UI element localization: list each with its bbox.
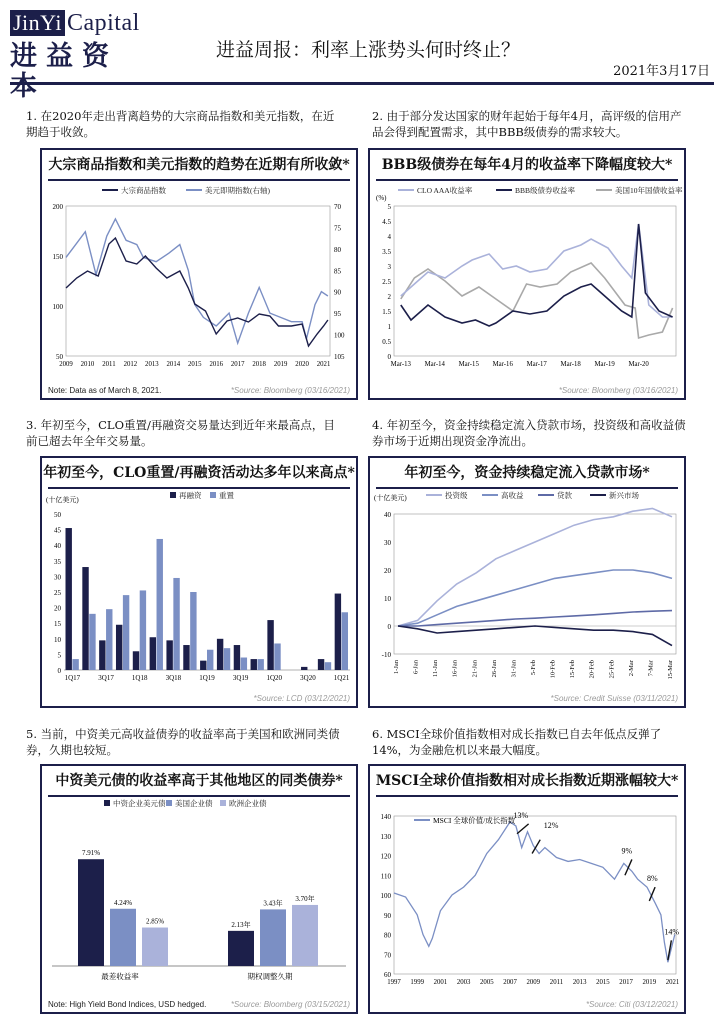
x-tick-label: 2010 xyxy=(80,361,95,368)
chart-clo-volume xyxy=(42,458,356,706)
y-tick-label: 4 xyxy=(387,233,391,241)
x-tick-label: 2017 xyxy=(619,979,633,986)
legend-swatch xyxy=(210,492,216,498)
panel-commodity-dollar xyxy=(40,148,358,400)
logo-english xyxy=(10,10,140,36)
bar-reset xyxy=(106,609,112,670)
annotation-label: 8% xyxy=(646,874,658,884)
y2-tick-label: 100 xyxy=(334,331,345,340)
x-tick-label: 1-Jan xyxy=(393,660,400,675)
y-axis-label: (%) xyxy=(376,194,387,202)
panel-fund-flows xyxy=(368,456,686,708)
x-tick-label: 2015 xyxy=(187,361,202,368)
y-tick-label: 0 xyxy=(387,623,391,631)
bar-refi xyxy=(267,620,273,670)
plot-frame xyxy=(394,816,676,974)
y-tick-label: 100 xyxy=(52,303,63,311)
y-tick-label: 20 xyxy=(54,604,61,613)
y-tick-label: 80 xyxy=(384,931,391,940)
y-tick-label: 200 xyxy=(52,203,63,211)
y-tick-label: 30 xyxy=(54,573,61,582)
report-date: 2021年3月17日 xyxy=(613,64,710,79)
y-tick-label: 30 xyxy=(384,539,391,547)
x-tick-label: 2011 xyxy=(102,361,116,368)
bar-0-1 xyxy=(110,909,136,966)
series-line-0 xyxy=(398,508,672,626)
y-tick-label: 5 xyxy=(57,651,61,660)
legend-label: BBB级债券收益率 xyxy=(515,186,576,195)
x-tick-label: 2015 xyxy=(596,979,610,986)
logo-chinese: 进益资本 xyxy=(10,41,118,102)
report-title: 进益周报：利率上涨势头何时终止？ xyxy=(216,39,521,61)
x-tick-label: Mar-15 xyxy=(458,361,479,368)
chart-fund-flows xyxy=(370,458,684,706)
y-tick-label: 5 xyxy=(387,203,391,211)
bar-refi xyxy=(200,661,206,670)
y-tick-label: 0.5 xyxy=(382,338,391,346)
x-tick-label: 1Q17 xyxy=(64,674,81,682)
y-tick-label: 40 xyxy=(54,542,61,551)
x-tick-label: 2018 xyxy=(252,361,266,368)
x-tick-label: 15-Feb xyxy=(569,660,577,679)
y-tick-label: 1.5 xyxy=(382,308,391,316)
bar-1-0 xyxy=(228,931,254,966)
y-tick-label: 120 xyxy=(380,852,391,861)
x-tick-label: 1Q18 xyxy=(131,674,148,682)
bar-reset xyxy=(190,592,196,670)
x-tick-label: 期权调整久期 xyxy=(247,972,293,981)
bar-refi xyxy=(335,594,341,670)
x-tick-label: Mar-17 xyxy=(526,361,547,368)
y-tick-label: 0 xyxy=(387,353,391,361)
y-tick-label: 1 xyxy=(387,323,391,331)
x-tick-label: 2013 xyxy=(572,979,587,986)
panel-china-usd-bonds xyxy=(40,764,358,1014)
annotation-label: 13% xyxy=(513,810,529,820)
legend-label: 高收益 xyxy=(501,491,524,500)
x-tick-label: 3Q18 xyxy=(165,674,182,682)
x-tick-label: 2021 xyxy=(665,979,680,986)
y-tick-label: 4.5 xyxy=(382,218,391,226)
y-tick-label: 25 xyxy=(54,589,61,597)
x-tick-label: 1Q19 xyxy=(199,674,215,682)
bar-refi xyxy=(217,639,223,670)
caption-1: 1. 在2020年走出背离趋势的大宗商品指数和美元指数，在近期趋于收敛。 xyxy=(26,109,335,139)
x-tick-label: 21-Jan xyxy=(471,660,479,678)
bar-refi xyxy=(318,659,324,670)
bar-reset xyxy=(72,659,78,670)
panel-bbb-yield xyxy=(368,148,686,400)
legend-label: 欧洲企业债 xyxy=(229,799,267,808)
bar-reset xyxy=(140,590,146,670)
data-label: 7.91% xyxy=(81,849,101,858)
legend-label: CLO AAA收益率 xyxy=(417,186,473,195)
data-label: 3.43年 xyxy=(263,899,283,908)
chart-note: Note: Data as of March 8, 2021. xyxy=(48,386,162,395)
y2-tick-label: 70 xyxy=(334,203,341,211)
y-tick-label: 90 xyxy=(384,911,391,920)
y-tick-label: 70 xyxy=(384,951,391,960)
x-tick-label: 2011 xyxy=(549,979,564,986)
caption-6: 6. MSCI全球价值指数相对成长指数已自去年低点反弹了14%，为金融危机以来最大幅度。 xyxy=(372,727,662,757)
bar-refi xyxy=(116,625,122,670)
chart-msci-value-growth xyxy=(370,766,684,1012)
annotation-label: 12% xyxy=(543,820,559,830)
data-label: 2.85% xyxy=(145,917,165,926)
annotation-arrow xyxy=(625,859,632,875)
series-line-value-growth xyxy=(394,822,675,962)
x-tick-label: 2020 xyxy=(295,361,309,368)
y-tick-label: 2.5 xyxy=(382,278,391,286)
y-tick-label: 3 xyxy=(387,263,391,271)
x-tick-label: 16-Jan xyxy=(451,660,459,678)
y-tick-label: 0 xyxy=(57,667,61,675)
y-tick-label: 40 xyxy=(384,511,391,519)
series-line-0 xyxy=(401,224,673,317)
chart-source: *Source: Credit Suisse (03/11/2021) xyxy=(550,694,678,703)
bar-refi xyxy=(251,659,257,670)
y-tick-label: 60 xyxy=(384,971,391,979)
x-tick-label: 2003 xyxy=(456,979,471,986)
legend-label: 大宗商品指数 xyxy=(121,186,166,195)
bar-reset xyxy=(257,659,263,670)
y-axis-label: (十亿美元) xyxy=(46,496,79,504)
bar-reset xyxy=(89,614,95,670)
panel-title: MSCI全球价值指数相对成长指数近期涨幅较大* xyxy=(375,773,679,789)
x-tick-label: 2005 xyxy=(480,979,494,986)
x-tick-label: Mar-16 xyxy=(492,361,513,368)
bar-refi xyxy=(234,645,240,670)
bar-reset xyxy=(123,595,129,670)
chart-source: *Source: LCD (03/12/2021) xyxy=(253,694,350,703)
x-tick-label: 25-Feb xyxy=(608,660,616,679)
x-tick-label: 最差收益率 xyxy=(101,972,139,981)
panel-clo-volume xyxy=(40,456,358,708)
bar-reset xyxy=(342,612,348,670)
bar-refi xyxy=(166,640,172,670)
x-tick-label: 2007 xyxy=(503,979,517,986)
bar-reset xyxy=(274,643,280,670)
legend-label: 美元即期指数(右轴) xyxy=(205,186,270,195)
data-label: 4.24% xyxy=(113,898,133,907)
x-tick-label: 6-Jan xyxy=(412,660,420,675)
bar-1-1 xyxy=(260,909,286,966)
caption-5: 5. 当前，中资美元高收益债券的收益率高于美国和欧洲同类债券，久期也较短。 xyxy=(26,727,340,757)
data-label: 2.13年 xyxy=(231,920,251,929)
x-tick-label: 2019 xyxy=(642,979,657,986)
bar-reset xyxy=(173,578,179,670)
chart-bbb-yield xyxy=(370,150,684,398)
company-logo xyxy=(10,10,152,102)
bar-refi xyxy=(133,651,139,670)
legend-label: 新兴市场 xyxy=(609,491,639,500)
y-tick-label: 50 xyxy=(56,353,63,361)
x-tick-label: 3Q17 xyxy=(98,674,114,682)
legend-label: 中资企业美元债 xyxy=(113,799,166,808)
bar-reset xyxy=(224,648,230,670)
y2-tick-label: 90 xyxy=(334,288,341,297)
chart-source: *Source: Bloomberg (03/16/2021) xyxy=(558,386,678,395)
legend-label: MSCI 全球价值/成长指数 xyxy=(433,816,516,825)
x-tick-label: 2014 xyxy=(166,361,181,368)
legend-label: 美国10年国债收益率 xyxy=(615,186,683,195)
x-tick-label: Mar-13 xyxy=(390,361,411,368)
x-tick-label: 2009 xyxy=(526,979,541,986)
x-tick-label: 2001 xyxy=(433,979,448,986)
y-tick-label: 10 xyxy=(384,595,391,603)
bar-refi xyxy=(82,567,88,670)
chart-source: *Source: Bloomberg (03/16/2021) xyxy=(230,386,350,395)
x-tick-label: 2021 xyxy=(316,361,331,368)
chart-commodity-dollar xyxy=(42,150,356,398)
chart-source: *Source: Bloomberg (03/15/2021) xyxy=(230,1000,350,1009)
x-tick-label: 1Q21 xyxy=(333,674,350,682)
chart-china-usd-bonds xyxy=(42,766,356,1012)
y-tick-label: 130 xyxy=(380,832,391,841)
bar-refi xyxy=(301,667,307,670)
legend-label: 美国企业债 xyxy=(175,799,213,808)
bar-0-2 xyxy=(142,928,168,966)
annotation-label: 9% xyxy=(621,846,633,856)
series-line-3 xyxy=(398,626,672,646)
series-line-dollar xyxy=(66,219,328,343)
caption-2: 2. 由于部分发达国家的财年起始于每年4月，高评级的信用产品会得到配置需求，其中BBB级债券的需求较大。 xyxy=(372,109,682,139)
y-tick-label: 140 xyxy=(380,813,391,821)
data-label: 3.70年 xyxy=(295,894,315,903)
bar-reset xyxy=(241,658,247,670)
x-tick-label: 5-Feb xyxy=(530,660,537,676)
x-tick-label: 7-Mar xyxy=(647,660,655,677)
logo-en-dark: JinYi xyxy=(10,10,65,36)
legend-swatch xyxy=(104,800,110,806)
y-tick-label: 15 xyxy=(54,620,61,629)
x-tick-label: 2017 xyxy=(230,361,245,368)
x-tick-label: 2-Mar xyxy=(627,660,635,677)
y-tick-label: 50 xyxy=(54,511,61,519)
header-divider xyxy=(10,82,714,85)
x-tick-label: 11-Jan xyxy=(432,660,440,678)
x-tick-label: 1Q20 xyxy=(266,674,283,682)
caption-3: 3. 年初至今，CLO重置/再融资交易量达到近年来最高点，目前已超去年全年交易量。 xyxy=(26,418,335,448)
legend-label: 投资级 xyxy=(445,491,468,500)
y2-tick-label: 75 xyxy=(334,224,341,233)
legend-label: 重置 xyxy=(219,491,234,500)
bar-refi xyxy=(66,528,72,670)
x-tick-label: 26-Jan xyxy=(490,660,498,678)
x-tick-label: 2019 xyxy=(273,361,288,368)
y-tick-label: 100 xyxy=(380,892,391,900)
y2-tick-label: 85 xyxy=(334,267,341,276)
bar-reset xyxy=(157,539,163,670)
legend-swatch xyxy=(220,800,226,806)
chart-note: Note: High Yield Bond Indices, USD hedged. xyxy=(48,1000,207,1009)
panel-msci-value-growth xyxy=(368,764,686,1014)
x-tick-label: Mar-19 xyxy=(594,361,615,368)
x-tick-label: 15-Mar xyxy=(667,660,674,680)
bar-1-2 xyxy=(292,905,318,966)
y-tick-label: 35 xyxy=(54,557,61,566)
y-tick-label: 45 xyxy=(54,526,61,535)
x-tick-label: Mar-18 xyxy=(560,361,581,368)
x-tick-label: 2012 xyxy=(123,361,138,368)
series-line-commodity xyxy=(66,238,328,346)
panel-title: BBB级债券在每年4月的收益率下降幅度较大* xyxy=(381,157,673,173)
y2-tick-label: 95 xyxy=(334,310,341,319)
panel-title: 年初至今，CLO重置/再融资活动达多年以来高点* xyxy=(43,465,355,481)
panel-title: 中资美元债的收益率高于其他地区的同类债券* xyxy=(55,773,343,789)
legend-label: 贷款 xyxy=(557,491,572,500)
bar-refi xyxy=(150,637,156,670)
series-line-2 xyxy=(398,611,672,626)
y-axis-label: (十亿美元) xyxy=(374,494,407,502)
y-tick-label: 10 xyxy=(54,635,61,644)
caption-4: 4. 年初至今，资金持续稳定流入贷款市场，投资级和高收益债券市场于近期出现资金净流出。 xyxy=(372,418,686,448)
x-tick-label: Mar-20 xyxy=(628,361,649,368)
bar-0-0 xyxy=(78,859,104,966)
legend-label: 再融资 xyxy=(179,491,202,500)
panel-title: 年初至今，资金持续稳定流入贷款市场* xyxy=(404,465,650,481)
y-tick-label: 110 xyxy=(380,872,391,881)
x-tick-label: 3Q20 xyxy=(300,674,316,682)
y-tick-label: 20 xyxy=(384,567,391,575)
x-tick-label: 20-Feb xyxy=(588,660,596,679)
legend-swatch xyxy=(170,492,176,498)
x-tick-label: 3Q19 xyxy=(232,674,249,682)
annotation-label: 14% xyxy=(664,927,680,937)
x-tick-label: 2009 xyxy=(59,361,73,368)
bar-refi xyxy=(183,645,189,670)
y-tick-label: -10 xyxy=(381,651,391,659)
chart-source: *Source: Citi (03/12/2021) xyxy=(585,1000,678,1009)
x-tick-label: 2016 xyxy=(209,361,224,368)
x-tick-label: 31-Jan xyxy=(510,660,518,678)
x-tick-label: 2013 xyxy=(145,361,159,368)
y2-tick-label: 105 xyxy=(334,353,345,361)
y2-tick-label: 80 xyxy=(334,245,341,254)
panel-title: 大宗商品指数和美元指数的趋势在近期有所收敛* xyxy=(48,157,350,173)
legend-swatch xyxy=(166,800,172,806)
logo-en-light: Capital xyxy=(66,10,140,36)
x-tick-label: 1997 xyxy=(387,979,401,986)
x-tick-label: 1999 xyxy=(410,979,425,986)
x-tick-label: Mar-14 xyxy=(424,361,445,368)
bar-reset xyxy=(325,662,331,670)
y-tick-label: 2 xyxy=(387,293,391,301)
y-tick-label: 3.5 xyxy=(382,248,391,256)
plot-frame xyxy=(66,206,330,356)
y-tick-label: 150 xyxy=(52,253,63,261)
bar-refi xyxy=(99,640,105,670)
x-tick-label: 10-Feb xyxy=(549,660,557,679)
bar-reset xyxy=(207,650,213,670)
